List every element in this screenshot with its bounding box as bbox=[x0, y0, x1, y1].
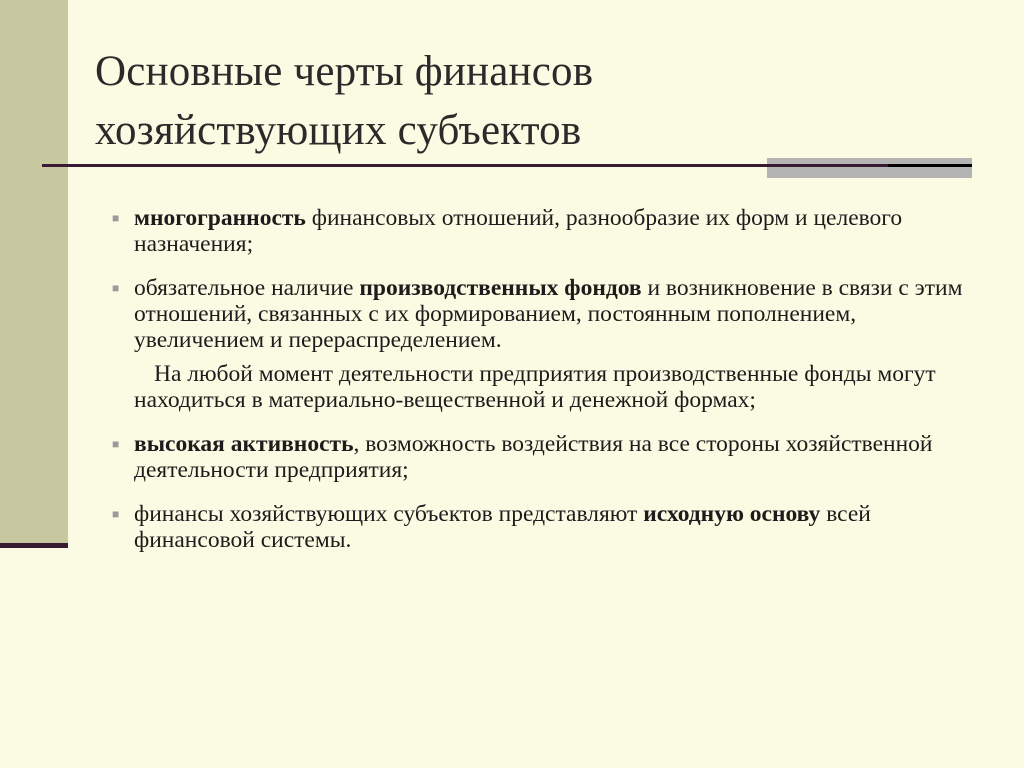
title-line-1: Основные черты финансов bbox=[95, 48, 594, 95]
title-line-2: хозяйствующих субъектов bbox=[95, 107, 582, 154]
square-bullet-icon: ■ bbox=[112, 507, 120, 521]
item-bold-text: многогранность bbox=[134, 205, 306, 231]
item-bold-text: исходную основу bbox=[643, 501, 821, 527]
list-item bbox=[112, 501, 982, 553]
list-item bbox=[112, 431, 982, 483]
item-text: всей финансовой системы. bbox=[134, 501, 871, 553]
square-bullet-icon: ■ bbox=[112, 211, 120, 225]
list-item bbox=[112, 275, 982, 353]
slide-title bbox=[95, 42, 995, 160]
title-rule-right bbox=[888, 164, 972, 167]
square-bullet-icon: ■ bbox=[112, 437, 120, 451]
item-text: обязательное наличие bbox=[134, 275, 360, 301]
item-text: и возникновение в связи с этим отношений, связанных с их формированием, постоянным пополнением, увеличением и перераспределением. bbox=[134, 275, 963, 353]
title-rule bbox=[42, 164, 972, 167]
item-text: финансы хозяйствующих субъектов представляют bbox=[134, 501, 644, 527]
continuation-paragraph bbox=[112, 361, 982, 413]
item-text: финансовых отношений, разнообразие их форм и целевого назначения; bbox=[134, 205, 903, 257]
accent-box bbox=[767, 158, 972, 178]
item-text: , возможность воздействия на все стороны хозяйственной деятельности предприятия; bbox=[134, 431, 933, 483]
side-rule bbox=[0, 543, 68, 548]
list-item bbox=[112, 205, 982, 257]
slide-content bbox=[112, 205, 982, 571]
continuation-text: На любой момент деятельности предприятия производственные фонды могут находиться в материально-вещественной и денежной формах; bbox=[134, 361, 936, 413]
item-bold-text: высокая активность bbox=[134, 431, 354, 457]
side-band bbox=[0, 0, 68, 543]
item-bold-text: производственных фондов bbox=[359, 275, 642, 301]
square-bullet-icon: ■ bbox=[112, 281, 120, 295]
